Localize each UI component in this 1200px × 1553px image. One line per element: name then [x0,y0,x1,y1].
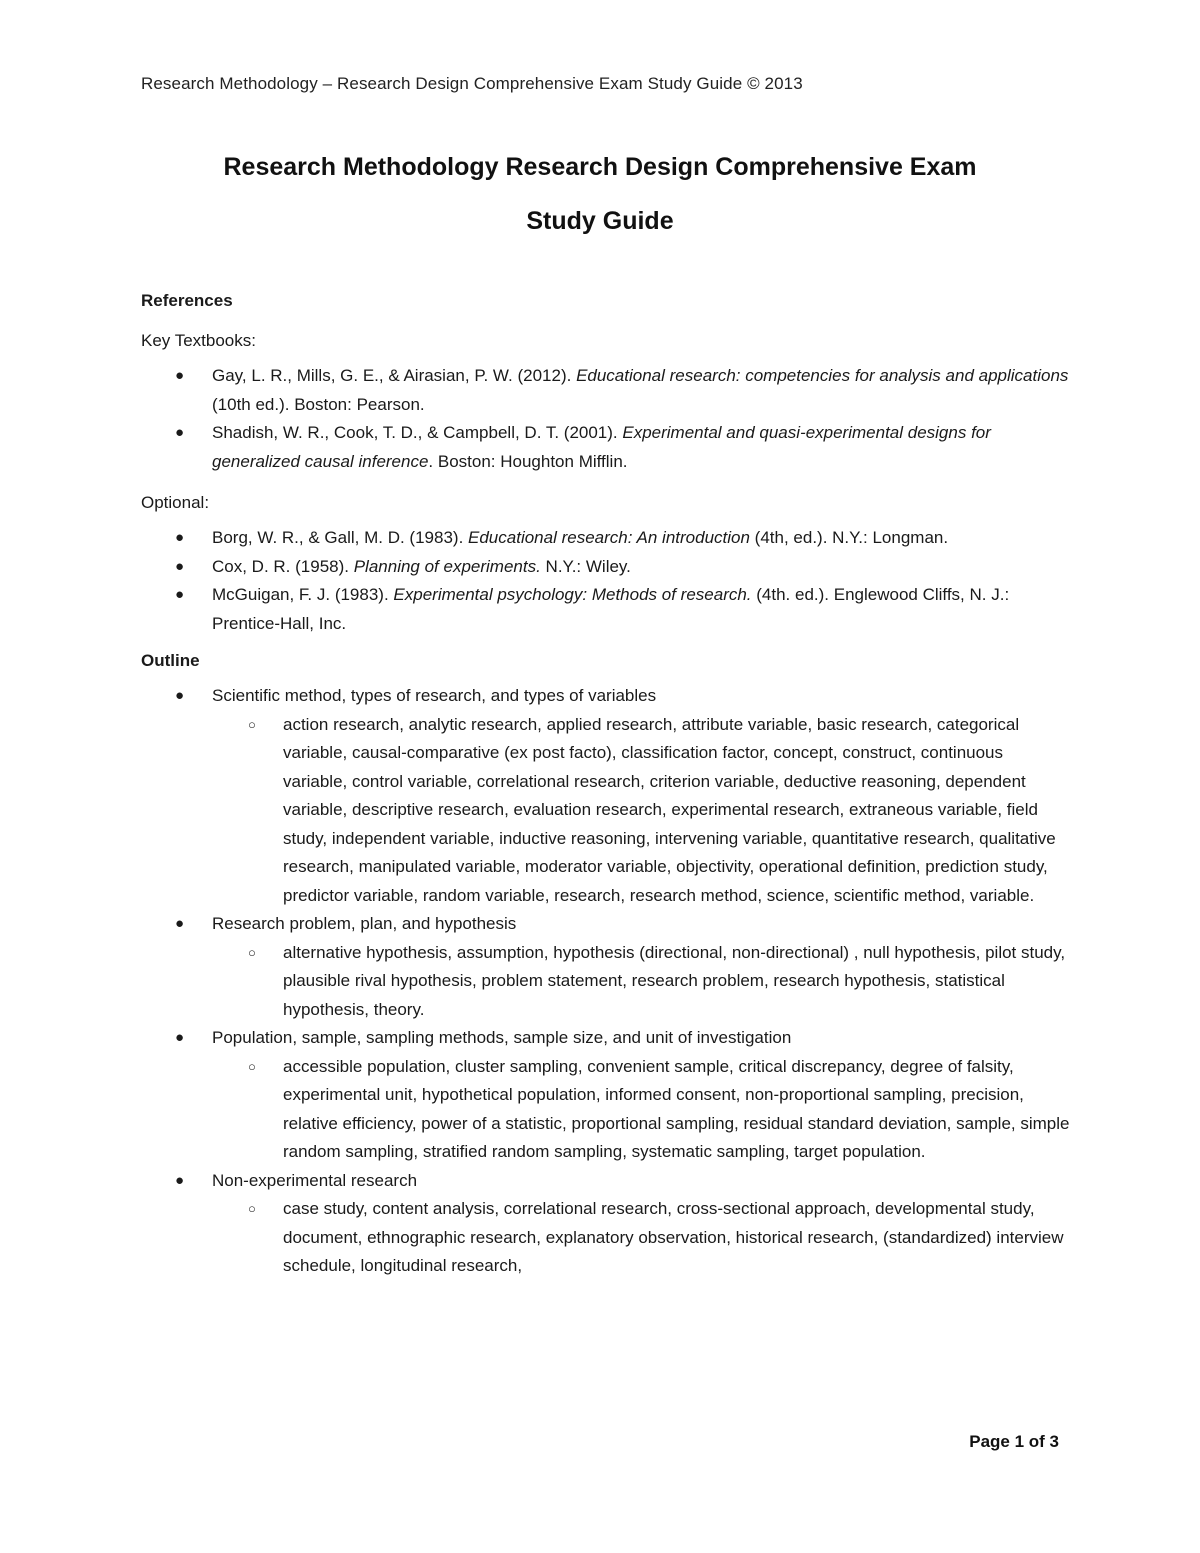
outline-topic-title: Population, sample, sampling methods, sample size, and unit of investigation [212,1028,792,1047]
sub-bullet-icon: ○ [248,1201,256,1216]
outline-terms [212,1053,1071,1167]
bullet-icon: ● [175,915,185,932]
outline-list [141,682,1071,1281]
reference-publisher: . Boston: Houghton Mifflin. [428,451,628,471]
reference-item [141,524,1071,553]
outline-terms-list [212,711,1071,911]
reference-title: Experimental and quasi-experimental designs for generalized causal inference [212,423,991,471]
bullet-icon: ● [175,1029,185,1046]
reference-authors: Shadish, W. R., Cook, T. D., & Campbell, D. T. (2001). [212,423,623,442]
document-body [141,288,1071,1281]
bullet-icon: ● [175,424,185,441]
reference-title: Planning of experiments. [353,556,541,576]
outline-terms-text: action research, analytic research, applied research, attribute variable, basic research, categorical variable, causal-comparative (ex post facto), classification factor, concept, construct, continuous variable, control variable, correlational research, criterion variable, deductive reasoning, dependent variable, descriptive research, evaluation research, experimental research, extraneous variable, field study, independent variable, inductive reasoning, intervening variable, quantitative research, qualitative research, manipulated variable, moderator variable, objectivity, operational definition, prediction study, predictor variable, random variable, research, research method, science, scientific method, variable. [283,714,1056,905]
reference-item [141,553,1071,582]
bullet-icon: ● [175,687,185,704]
reference-title: Experimental psychology: Methods of research. [393,585,752,604]
optional-label: Optional: [141,493,210,512]
reference-publisher: (4th. ed.). Englewood Cliffs, N. J.: Prentice-Hall, Inc. [212,585,1010,633]
running-header: Research Methodology – Research Design Comprehensive Exam Study Guide © 2013 [141,74,803,93]
bullet-icon: ● [175,586,185,603]
optional-references-list [141,524,1071,638]
outline-topic [141,910,1071,1024]
bullet-icon: ● [175,1171,185,1189]
bullet-icon: ● [175,367,185,384]
page-number: Page 1 of 3 [969,1432,1059,1451]
references-heading: References [141,291,233,310]
reference-publisher: N.Y.: Wiley. [540,556,631,576]
reference-authors: Borg, W. R., & Gall, M. D. (1983). [212,528,469,547]
outline-topic [141,682,1071,910]
outline-terms-list [212,939,1071,1025]
reference-title: Educational research: competencies for analysis and applications [576,366,1069,385]
reference-authors: Cox, D. R. (1958). [212,556,354,576]
reference-publisher: (10th ed.). Boston: Pearson. [212,394,425,414]
bullet-icon: ● [175,529,185,546]
reference-authors: McGuigan, F. J. (1983). [212,585,394,604]
bullet-icon: ● [175,557,185,575]
outline-topic-title: Research problem, plan, and hypothesis [212,914,517,933]
outline-terms-text: accessible population, cluster sampling, convenient sample, critical discrepancy, degree of falsity, experimental unit, hypothetical population, informed consent, non-proportional sampling, precision, relative efficiency, power of a statistic, proportional sampling, residual standard deviation, sample, simple random sampling, stratified random sampling, systematic sampling, target population. [283,1056,1070,1161]
reference-item [141,419,1071,476]
reference-title: Educational research: An introduction [468,528,750,547]
reference-item [141,581,1071,638]
document-title-line-1: Research Methodology Research Design Comprehensive Exam [223,153,977,181]
key-textbooks-list [141,362,1071,476]
outline-topic-title: Scientific method, types of research, and types of variables [212,686,657,705]
document-title-line-2: Study Guide [526,207,674,235]
outline-terms-list [212,1053,1071,1167]
document-title [0,140,1200,248]
outline-terms-text: alternative hypothesis, assumption, hypothesis (directional, non-directional) , null hypothesis, pilot study, plausible rival hypothesis, problem statement, research problem, research hypothesis, statistical hypothesis, theory. [283,942,1066,1019]
sub-bullet-icon: ○ [248,944,256,960]
outline-topic-title: Non-experimental research [212,1170,418,1190]
reference-item [141,362,1071,419]
outline-terms-list [212,1195,1071,1281]
outline-terms [212,711,1071,911]
outline-terms-text: case study, content analysis, correlational research, cross-sectional approach, developmental study, document, ethnographic research, explanatory observation, historical research, (standardized) interview schedule, longitudinal research, [283,1199,1064,1275]
reference-publisher: (4th, ed.). N.Y.: Longman. [749,528,949,547]
sub-bullet-icon: ○ [248,1058,256,1074]
outline-terms [212,1195,1071,1281]
outline-topic [141,1024,1071,1167]
outline-heading: Outline [141,651,200,670]
sub-bullet-icon: ○ [248,716,256,732]
outline-topic [141,1167,1071,1281]
reference-authors: Gay, L. R., Mills, G. E., & Airasian, P. W. (2012). [212,366,577,385]
outline-terms [212,939,1071,1025]
key-textbooks-label: Key Textbooks: [141,331,256,350]
